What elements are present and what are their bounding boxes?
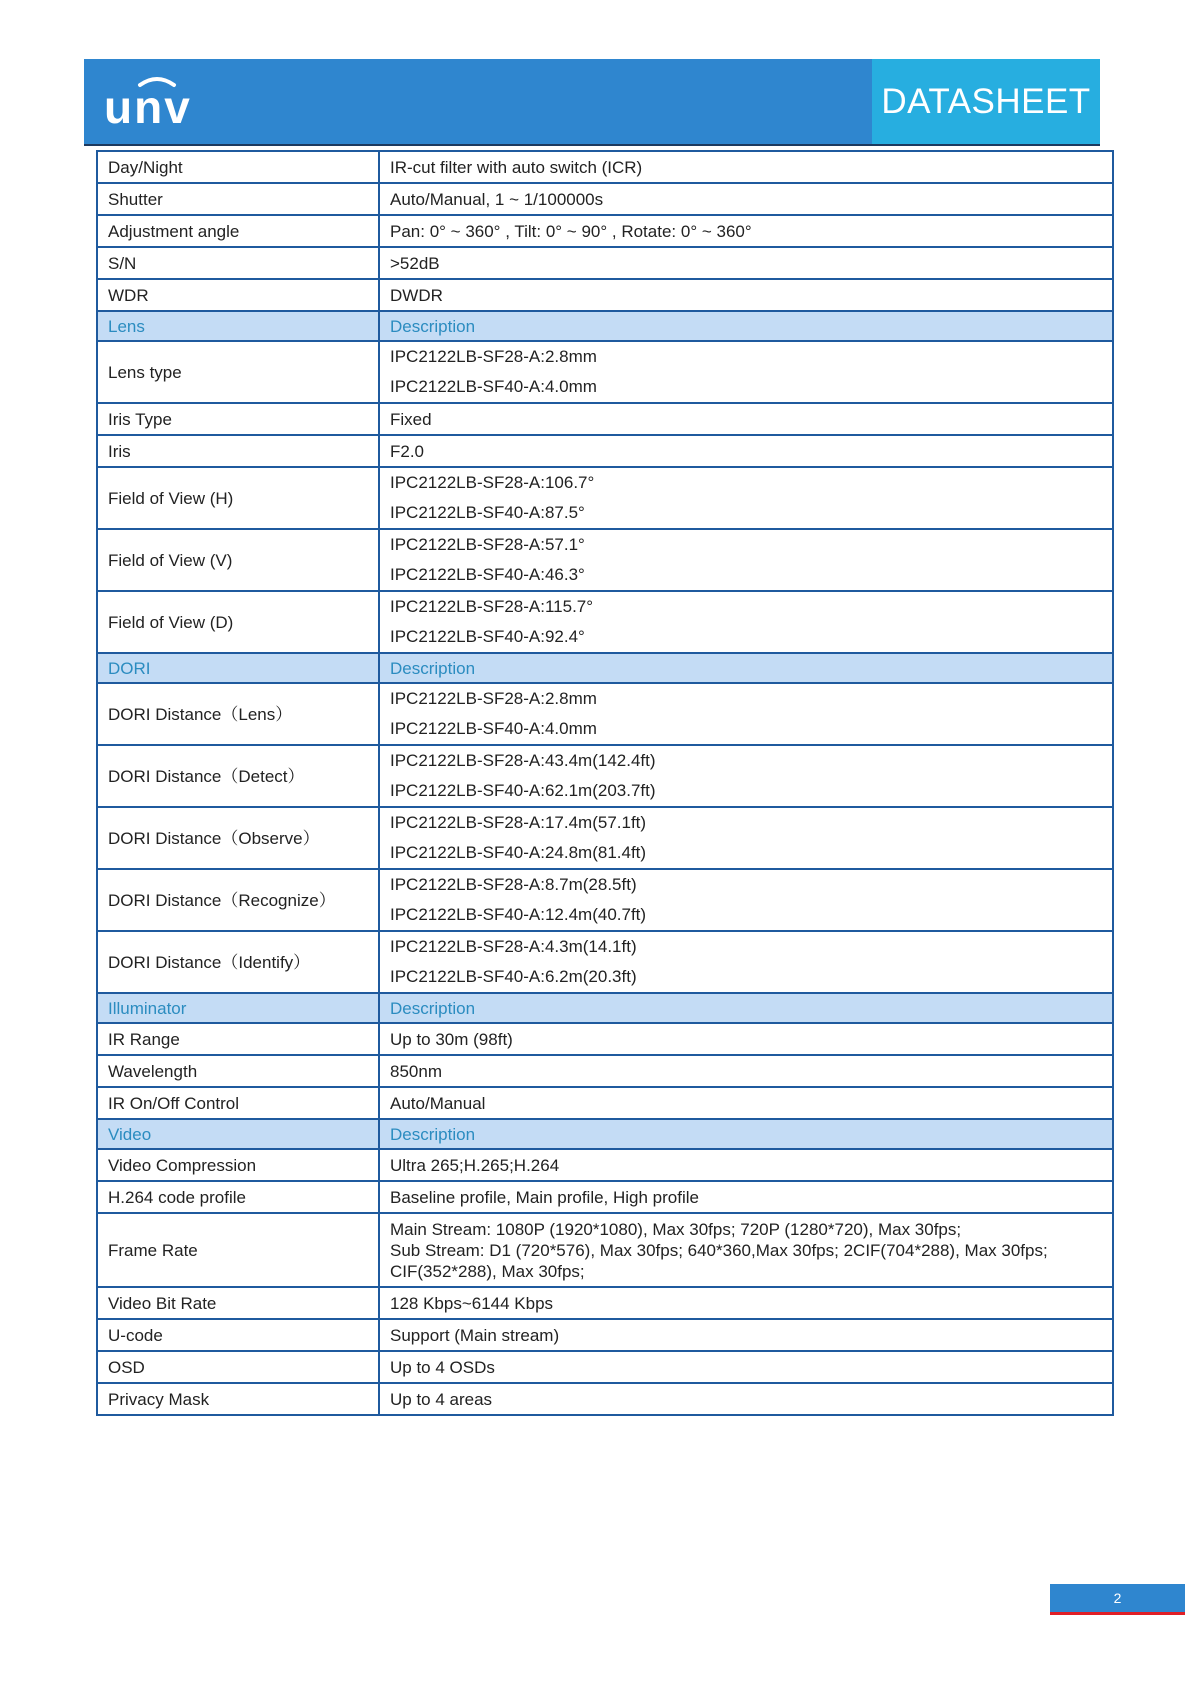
spec-label: Adjustment angle [97, 215, 379, 247]
spec-value [379, 1213, 1113, 1287]
spec-value [379, 435, 1113, 467]
spec-label: IR Range [97, 1023, 379, 1055]
svg-text:unv: unv [104, 81, 192, 133]
spec-value-line: IPC2122LB-SF28-A:106.7° [390, 473, 595, 492]
spec-row [97, 1055, 1113, 1087]
section-title: DORI [97, 653, 379, 683]
spec-row [97, 1149, 1113, 1181]
spec-value-line: IPC2122LB-SF28-A:115.7° [390, 597, 594, 616]
spec-value [379, 529, 1113, 591]
spec-value-line: IPC2122LB-SF40-A:4.0mm [390, 719, 597, 738]
spec-row [97, 931, 1113, 993]
spec-value [379, 247, 1113, 279]
spec-row [97, 1213, 1113, 1287]
spec-label: Wavelength [97, 1055, 379, 1087]
spec-value [379, 279, 1113, 311]
spec-row [97, 151, 1113, 183]
spec-row [97, 183, 1113, 215]
spec-row [97, 279, 1113, 311]
spec-value-line: Up to 4 OSDs [390, 1357, 495, 1377]
section-header-row [97, 653, 1113, 683]
spec-value-line: IPC2122LB-SF28-A:2.8mm [390, 689, 597, 708]
section-description [379, 1119, 1113, 1149]
spec-label: H.264 code profile [97, 1181, 379, 1213]
spec-label: Shutter [97, 183, 379, 215]
spec-row [97, 467, 1113, 529]
spec-label: Video Compression [97, 1149, 379, 1181]
spec-value-line: Baseline profile, Main profile, High profile [390, 1187, 699, 1207]
spec-value [379, 931, 1113, 993]
spec-label: Privacy Mask [97, 1383, 379, 1415]
spec-label: Lens type [97, 341, 379, 403]
spec-value-line: 128 Kbps~6144 Kbps [390, 1293, 554, 1313]
spec-row [97, 435, 1113, 467]
spec-value-line: Description [390, 658, 476, 678]
spec-value [379, 1087, 1113, 1119]
spec-label: Iris Type [97, 403, 379, 435]
spec-value-line: IPC2122LB-SF40-A:46.3° [390, 565, 585, 584]
section-header-row [97, 311, 1113, 341]
spec-value [379, 1287, 1113, 1319]
spec-value-line: IPC2122LB-SF40-A:92.4° [390, 627, 585, 646]
spec-label: DORI Distance（Recognize） [97, 869, 379, 931]
spec-value-line: IPC2122LB-SF40-A:6.2m(20.3ft) [390, 967, 637, 986]
spec-value [379, 807, 1113, 869]
spec-label: Day/Night [97, 151, 379, 183]
spec-row [97, 529, 1113, 591]
spec-value-line: 850nm [390, 1061, 442, 1081]
section-title: Lens [97, 311, 379, 341]
header-banner [84, 59, 1100, 146]
spec-label: Field of View (V) [97, 529, 379, 591]
section-title: Illuminator [97, 993, 379, 1023]
spec-row [97, 683, 1113, 745]
spec-value-line: F2.0 [390, 441, 425, 461]
spec-value-line: IPC2122LB-SF28-A:4.3m(14.1ft) [390, 937, 637, 956]
spec-row [97, 807, 1113, 869]
spec-row [97, 1383, 1113, 1415]
spec-label: Iris [97, 435, 379, 467]
spec-label: U-code [97, 1319, 379, 1351]
spec-value [379, 1383, 1113, 1415]
spec-row [97, 1181, 1113, 1213]
spec-value [379, 183, 1113, 215]
spec-value [379, 1023, 1113, 1055]
spec-label: DORI Distance（Identify） [97, 931, 379, 993]
spec-value-line: IPC2122LB-SF28-A:8.7m(28.5ft) [390, 875, 637, 894]
spec-value-line: IPC2122LB-SF40-A:24.8m(81.4ft) [390, 843, 647, 862]
spec-value [379, 467, 1113, 529]
page-number: 2 [1050, 1584, 1185, 1612]
spec-value [379, 215, 1113, 247]
spec-value-line: Auto/Manual [390, 1093, 486, 1113]
spec-value [379, 341, 1113, 403]
spec-value [379, 869, 1113, 931]
section-description [379, 653, 1113, 683]
spec-label: Video Bit Rate [97, 1287, 379, 1319]
unv-logo [102, 65, 222, 135]
spec-value-line: IPC2122LB-SF28-A:17.4m(57.1ft) [390, 813, 647, 832]
spec-value [379, 1149, 1113, 1181]
section-description [379, 993, 1113, 1023]
spec-value-line: Main Stream: 1080P (1920*1080), Max 30fps; 720P (1280*720), Max 30fps; [390, 1219, 962, 1239]
spec-value-line: IPC2122LB-SF28-A:43.4m(142.4ft) [390, 751, 656, 770]
spec-value [379, 1181, 1113, 1213]
spec-value-line: DWDR [390, 285, 443, 305]
spec-value-line: Auto/Manual, 1 ~ 1/100000s [390, 189, 604, 209]
spec-label: Field of View (H) [97, 467, 379, 529]
spec-value [379, 683, 1113, 745]
spec-label: Frame Rate [97, 1213, 379, 1287]
spec-row [97, 1287, 1113, 1319]
datasheet-badge: DATASHEET [872, 59, 1100, 144]
spec-value [379, 591, 1113, 653]
spec-row [97, 247, 1113, 279]
spec-value-line: Description [390, 316, 476, 336]
spec-label: Field of View (D) [97, 591, 379, 653]
spec-value-line: Support (Main stream) [390, 1325, 560, 1345]
spec-value-line: Sub Stream: D1 (720*576), Max 30fps; 640*360,Max 30fps; 2CIF(704*288), Max 30fps; CIF(352*288), Max 30fps; [390, 1240, 1048, 1281]
spec-row [97, 341, 1113, 403]
section-description [379, 311, 1113, 341]
spec-value-line: IPC2122LB-SF40-A:87.5° [390, 503, 585, 522]
spec-value [379, 151, 1113, 183]
spec-value-line: Description [390, 1124, 476, 1144]
spec-label: IR On/Off Control [97, 1087, 379, 1119]
spec-value [379, 745, 1113, 807]
spec-row [97, 403, 1113, 435]
spec-value-line: Pan: 0° ~ 360° , Tilt: 0° ~ 90° , Rotate: 0° ~ 360° [390, 221, 752, 241]
section-header-row [97, 1119, 1113, 1149]
spec-value-line: Description [390, 998, 476, 1018]
spec-row [97, 591, 1113, 653]
spec-value-line: IR-cut filter with auto switch (ICR) [390, 157, 643, 177]
spec-value-line: IPC2122LB-SF28-A:2.8mm [390, 347, 597, 366]
spec-row [97, 1319, 1113, 1351]
spec-label: DORI Distance（Detect） [97, 745, 379, 807]
spec-value-line: IPC2122LB-SF40-A:4.0mm [390, 377, 597, 396]
spec-label: DORI Distance（Lens） [97, 683, 379, 745]
spec-value-line: >52dB [390, 253, 440, 273]
spec-value-line: Up to 30m (98ft) [390, 1029, 513, 1049]
footer-accent-line [1050, 1612, 1185, 1615]
spec-value-line: Up to 4 areas [390, 1389, 493, 1409]
spec-table [96, 150, 1114, 1416]
spec-row [97, 215, 1113, 247]
spec-row [97, 1087, 1113, 1119]
section-header-row [97, 993, 1113, 1023]
spec-value [379, 1351, 1113, 1383]
spec-label: WDR [97, 279, 379, 311]
spec-value-line: Ultra 265;H.265;H.264 [390, 1155, 560, 1175]
spec-row [97, 869, 1113, 931]
spec-row [97, 745, 1113, 807]
spec-value [379, 1055, 1113, 1087]
spec-row [97, 1351, 1113, 1383]
spec-label: S/N [97, 247, 379, 279]
spec-label: DORI Distance（Observe） [97, 807, 379, 869]
spec-value [379, 403, 1113, 435]
spec-row [97, 1023, 1113, 1055]
spec-value-line: IPC2122LB-SF28-A:57.1° [390, 535, 585, 554]
section-title: Video [97, 1119, 379, 1149]
spec-label: OSD [97, 1351, 379, 1383]
spec-value-line: IPC2122LB-SF40-A:12.4m(40.7ft) [390, 905, 647, 924]
spec-value-line: Fixed [390, 409, 432, 429]
spec-value [379, 1319, 1113, 1351]
spec-value-line: IPC2122LB-SF40-A:62.1m(203.7ft) [390, 781, 656, 800]
